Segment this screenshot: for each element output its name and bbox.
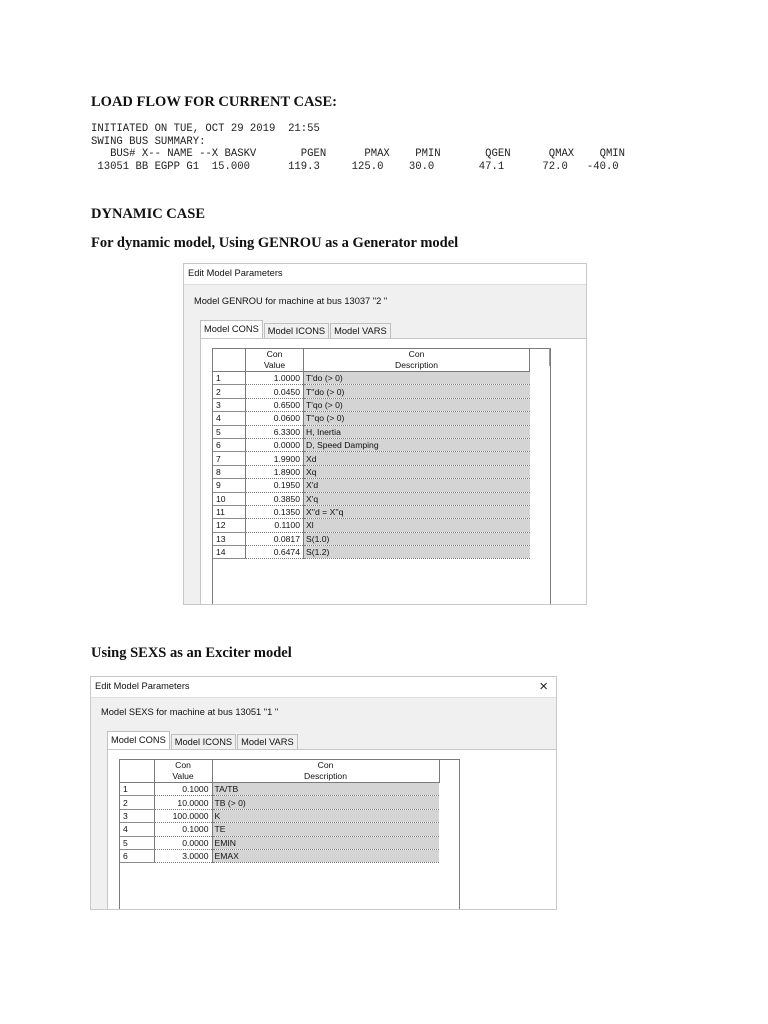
table-row[interactable] [213,385,530,398]
con-value-cell[interactable]: 0.0000 [246,438,304,451]
row-number-cell: 1 [120,783,154,796]
row-number-cell: 4 [213,412,246,425]
generator-model-heading: For dynamic model, Using GENROU as a Generator model [91,235,459,251]
row-number-cell: 5 [213,425,246,438]
cons-table [120,760,440,863]
table-row[interactable] [120,836,439,849]
cons-table [213,349,530,559]
con-description-cell: X'q [304,492,530,505]
row-number-cell: 2 [120,796,154,809]
tab-model-cons[interactable]: Model CONS [107,731,170,749]
row-number-cell: 4 [120,823,154,836]
con-value-header: Con Value [154,760,212,783]
table-row[interactable] [213,532,530,545]
tab-model-icons[interactable]: Model ICONS [264,323,329,338]
row-number-cell: 11 [213,505,246,518]
table-row[interactable] [213,465,530,478]
con-value-cell[interactable]: 0.1350 [246,505,304,518]
con-description-header: Con Description [304,349,530,372]
row-number-cell: 13 [213,532,246,545]
swing-bus-summary-line: SWING BUS SUMMARY: [91,135,206,148]
table-row[interactable] [120,796,439,809]
dialog-title: Edit Model Parameters [188,268,283,278]
tab-model-vars[interactable]: Model VARS [330,323,391,338]
row-number-cell: 6 [213,438,246,451]
con-value-cell[interactable]: 0.0000 [154,836,212,849]
table-row[interactable] [213,519,530,532]
row-number-cell: 3 [120,809,154,822]
con-description-cell: T'do (> 0) [304,372,530,385]
load-flow-heading: LOAD FLOW FOR CURRENT CASE: [91,94,337,110]
con-value-cell[interactable]: 1.8900 [246,465,304,478]
dialog-titlebar [184,264,586,285]
dialog-title: Edit Model Parameters [95,681,190,691]
con-value-cell[interactable]: 1.0000 [246,372,304,385]
con-description-cell: Xq [304,465,530,478]
genrou-edit-model-dialog [183,263,587,605]
table-row[interactable] [213,438,530,451]
model-tabs [107,731,299,749]
table-row[interactable] [213,505,530,518]
table-row[interactable] [213,492,530,505]
table-row[interactable] [120,783,439,796]
con-description-cell: S(1.2) [304,546,530,559]
row-number-cell: 5 [120,836,154,849]
table-header-row [213,349,530,372]
con-description-cell: X''d = X''q [304,505,530,518]
table-row[interactable] [213,398,530,411]
cons-grid[interactable] [212,348,551,605]
con-description-cell: T''do (> 0) [304,385,530,398]
con-value-header: Con Value [246,349,304,372]
con-description-cell: T''qo (> 0) [304,412,530,425]
con-value-cell[interactable]: 0.3850 [246,492,304,505]
tab-model-icons[interactable]: Model ICONS [171,734,236,749]
con-value-cell[interactable]: 0.6474 [246,546,304,559]
con-value-cell[interactable]: 10.0000 [154,796,212,809]
table-header-row [120,760,439,783]
cons-grid[interactable] [119,759,460,910]
row-number-cell: 1 [213,372,246,385]
row-number-cell: 12 [213,519,246,532]
con-description-cell: S(1.0) [304,532,530,545]
con-description-cell: EMIN [212,836,439,849]
table-row[interactable] [213,479,530,492]
grid-right-edge [549,348,550,366]
con-description-cell: EMAX [212,849,439,862]
load-flow-initiated-line: INITIATED ON TUE, OCT 29 2019 21:55 [91,123,320,135]
con-value-cell[interactable]: 0.1000 [154,823,212,836]
con-value-cell[interactable]: 0.1000 [154,783,212,796]
table-row[interactable] [120,849,439,862]
exciter-model-heading: Using SEXS as an Exciter model [91,645,292,661]
close-icon[interactable]: × [539,678,548,695]
con-description-cell: T'qo (> 0) [304,398,530,411]
tab-model-vars[interactable]: Model VARS [237,734,298,749]
swing-bus-data-line: 13051 BB EGPP G1 15.000 119.3 125.0 30.0 47.1 72.0 -40.0 [91,160,619,173]
model-description-label: Model SEXS for machine at bus 13051 "1 " [101,707,279,717]
row-number-cell: 2 [213,385,246,398]
row-number-header [213,349,246,372]
con-value-cell[interactable]: 0.0450 [246,385,304,398]
con-description-cell: Xd [304,452,530,465]
row-number-cell: 8 [213,465,246,478]
con-description-cell: TB (> 0) [212,796,439,809]
con-value-cell[interactable]: 0.0600 [246,412,304,425]
row-number-cell: 6 [120,849,154,862]
con-value-cell[interactable]: 1.9900 [246,452,304,465]
con-value-cell[interactable]: 6.3300 [246,425,304,438]
row-number-cell: 10 [213,492,246,505]
con-value-cell[interactable]: 100.0000 [154,809,212,822]
row-number-cell: 7 [213,452,246,465]
table-row[interactable] [213,452,530,465]
tab-model-cons[interactable]: Model CONS [200,320,263,338]
table-row[interactable] [213,412,530,425]
con-description-cell: K [212,809,439,822]
row-number-cell: 3 [213,398,246,411]
con-value-cell[interactable]: 3.0000 [154,849,212,862]
genrou-rows [213,372,530,559]
con-description-cell: X'd [304,479,530,492]
row-number-cell: 14 [213,546,246,559]
con-description-cell: H, Inertia [304,425,530,438]
sexs-edit-model-dialog [90,676,557,910]
model-description-label: Model GENROU for machine at bus 13037 "2 " [194,296,388,306]
con-value-cell[interactable]: 0.6500 [246,398,304,411]
table-row[interactable] [213,372,530,385]
con-value-cell[interactable]: 0.1100 [246,519,304,532]
con-description-cell: Xl [304,519,530,532]
con-description-cell: D, Speed Damping [304,438,530,451]
model-tabs [200,320,392,338]
table-row[interactable] [213,546,530,559]
sexs-rows [120,783,439,863]
dialog-titlebar [91,677,556,698]
con-value-cell[interactable]: 0.0817 [246,532,304,545]
row-number-header [120,760,154,783]
table-row[interactable] [120,809,439,822]
con-value-cell[interactable]: 0.1950 [246,479,304,492]
row-number-cell: 9 [213,479,246,492]
table-row[interactable] [213,425,530,438]
table-row[interactable] [120,823,439,836]
dynamic-case-heading: DYNAMIC CASE [91,206,205,222]
con-description-cell: TA/TB [212,783,439,796]
swing-bus-header-line: BUS# X-- NAME --X BASKV PGEN PMAX PMIN QGEN QMAX QMIN [91,148,626,160]
con-description-cell: TE [212,823,439,836]
con-description-header: Con Description [212,760,439,783]
